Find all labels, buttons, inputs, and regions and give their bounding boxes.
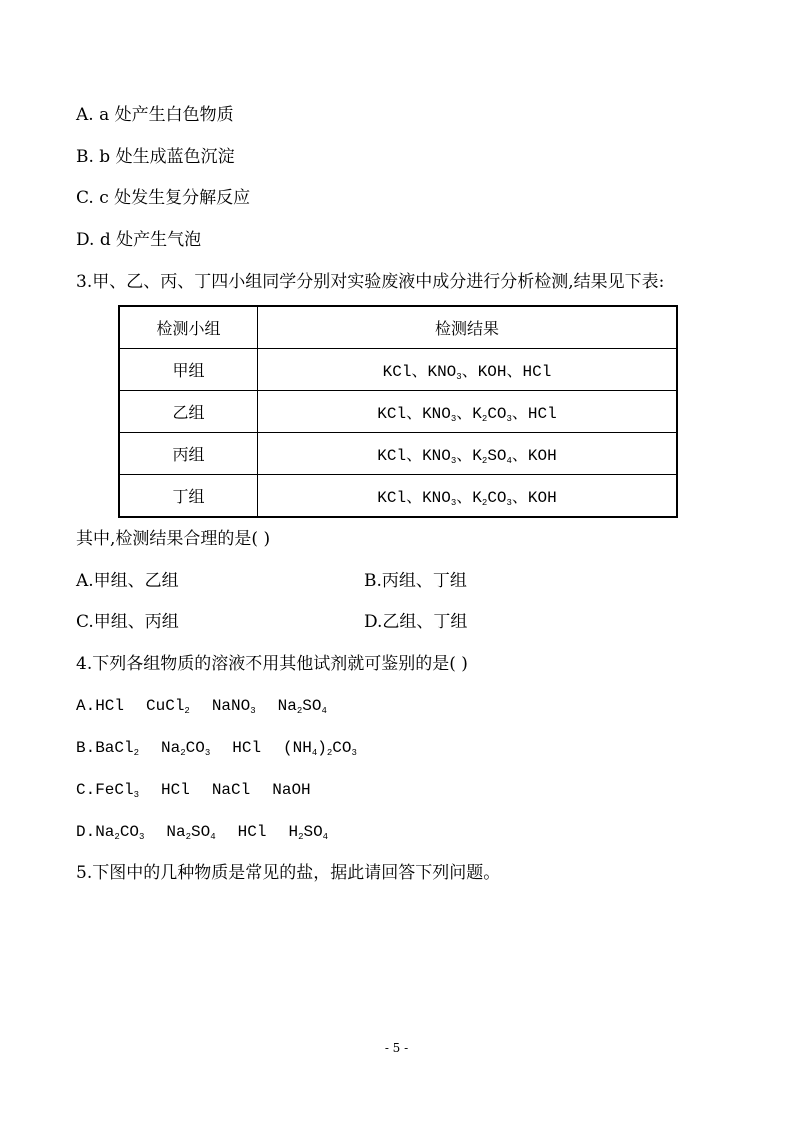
q3-option-b: B.丙组、丁组 [364,571,467,591]
q2-option-d: D. d 处产生气泡 [76,230,202,250]
q4-option-d: $D.Na_2CO_3$ $Na_2SO_4$ HCl $H_2SO_4$ [76,823,329,842]
row-ding-group: 丁组 [119,475,258,518]
row-ding-result: KCl、$KNO_3$、$K_2CO_3$、KOH [258,475,678,518]
q3-result-table [118,305,678,518]
header-group: 检测小组 [119,306,258,349]
q2-option-c: C. c 处发生复分解反应 [76,188,251,208]
table-row [119,391,677,433]
q3-option-d: D.乙组、丁组 [364,612,468,632]
q4-option-b: B.BaCl$_2$ $Na_2CO_3$ HCl $(NH_4)_2CO_3$ [76,739,357,758]
q4-option-c: C.FeCl$_3$ HCl NaCl NaOH [76,781,311,800]
q4-stem: 4.下列各组物质的溶液不用其他试剂就可鉴别的是( ) [76,654,468,674]
page-number: - 5 - [384,1041,409,1055]
q3-option-a: A.甲组、乙组 [76,571,179,591]
q3-option-c: C.甲组、丙组 [76,612,179,632]
header-result: 检测结果 [258,306,678,349]
row-jia-result: KCl、$KNO_3$、KOH、HCl [258,349,678,391]
row-jia-group: 甲组 [119,349,258,391]
q3-stem: 3.甲、乙、丙、丁四小组同学分别对实验废液中成分进行分析检测,结果见下表: [76,272,665,292]
q3-question: 其中,检测结果合理的是( ) [76,529,271,549]
q2-option-b: B. b 处生成蓝色沉淀 [76,147,235,167]
table-header-row [119,306,677,349]
row-yi-group: 乙组 [119,391,258,433]
row-bing-group: 丙组 [119,433,258,475]
table-row [119,433,677,475]
q5-stem: 5.下图中的几种物质是常见的盐，据此请回答下列问题。 [76,863,501,883]
table-row [119,475,677,518]
q2-option-a: A. a 处产生白色物质 [76,105,234,125]
q4-option-a: A.HCl CuCl$_2$ NaNO$_3$ $Na_2SO_4$ [76,697,327,716]
row-bing-result: KCl、$KNO_3$、$K_2SO_4$、KOH [258,433,678,475]
row-yi-result: KCl、$KNO_3$、$K_2CO_3$、HCl [258,391,678,433]
table-row [119,349,677,391]
